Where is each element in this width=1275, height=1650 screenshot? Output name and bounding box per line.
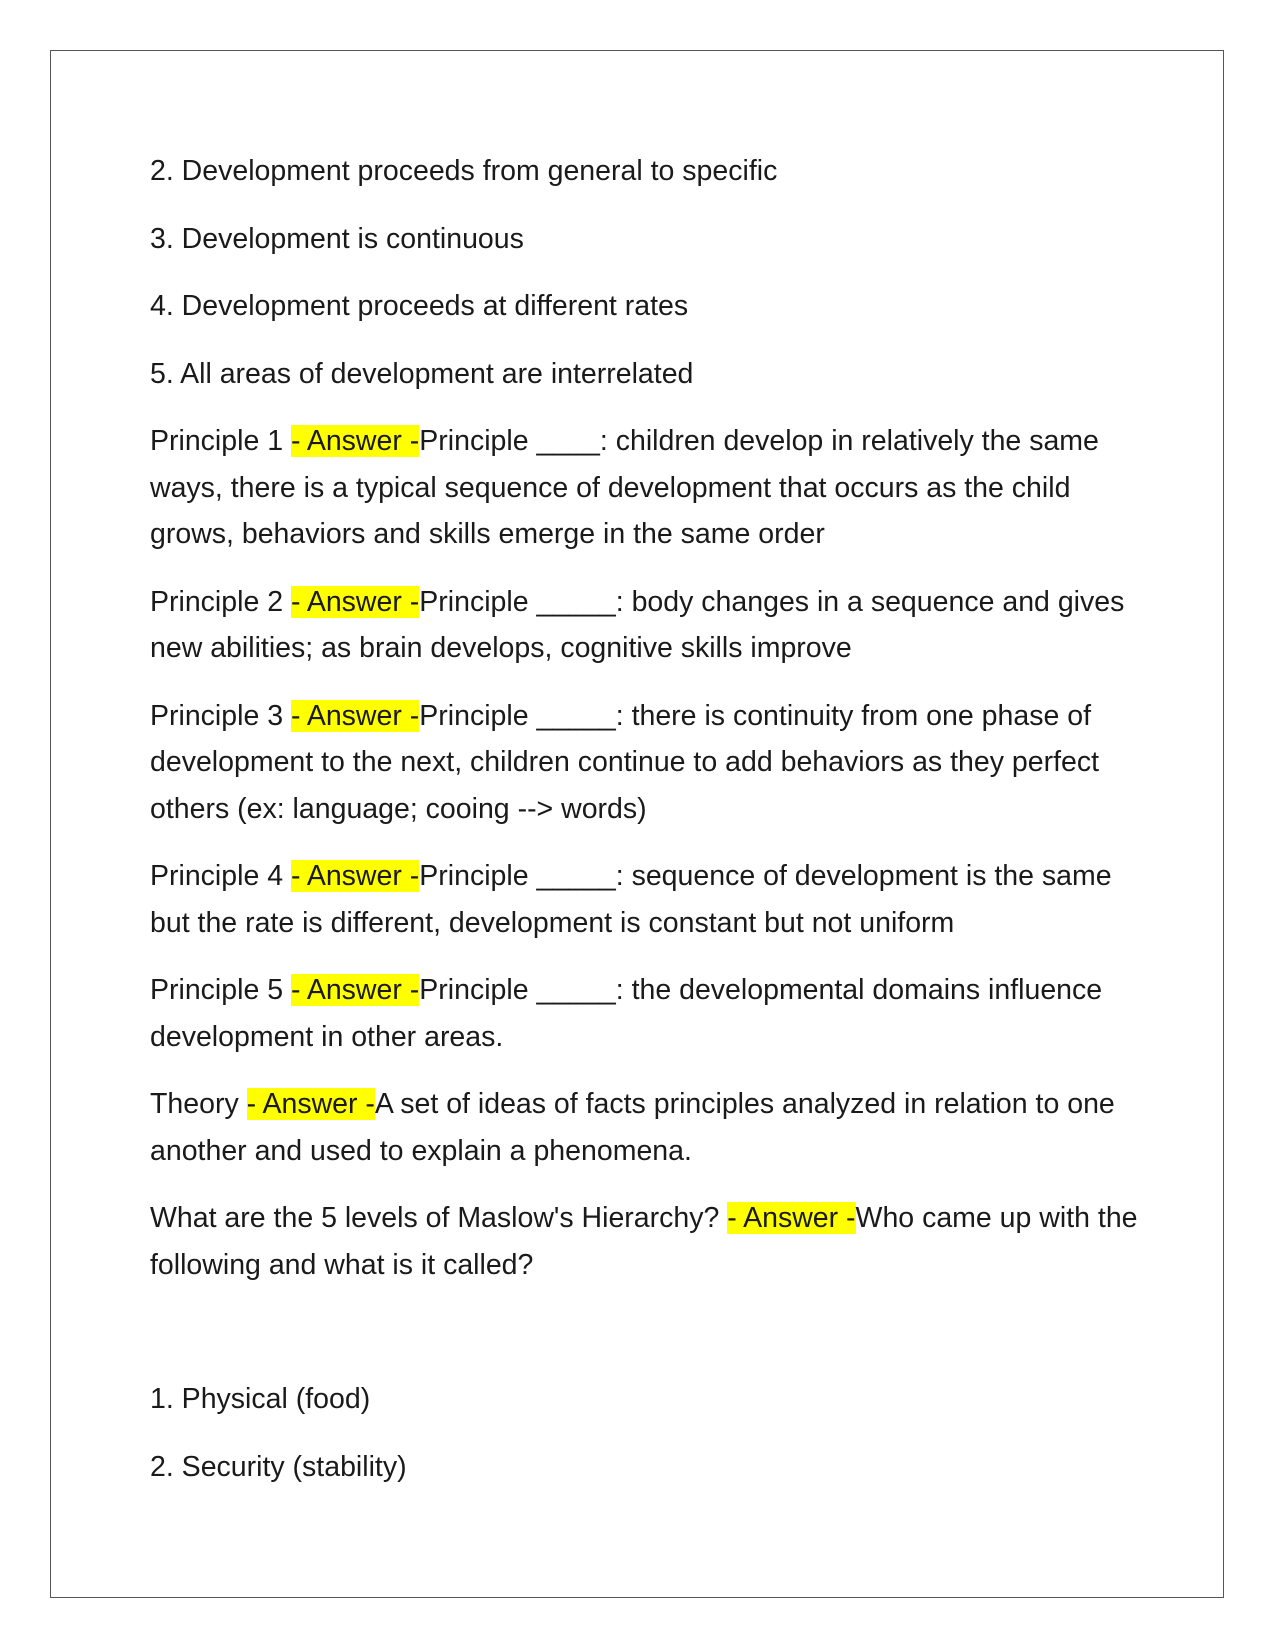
term-text: Principle 4	[150, 860, 291, 892]
term-text: Principle 3	[150, 699, 291, 732]
term-text: Principle 5	[150, 974, 291, 1006]
flashcard-principle-4	[150, 853, 1140, 946]
flashcard-principle-5	[150, 967, 1140, 1060]
answer-highlight: - Answer -	[290, 860, 420, 892]
answer-highlight: - Answer -	[290, 699, 420, 732]
term-text: What are the 5 levels of Maslow's Hierarchy?	[150, 1202, 728, 1234]
flashcard-principle-2	[150, 579, 1140, 672]
flashcard-principle-1	[150, 418, 1140, 558]
list-item: 4. Development proceeds at different rates	[150, 290, 689, 322]
flashcard-maslow	[150, 1195, 1140, 1288]
flashcard-theory	[150, 1081, 1140, 1174]
list-item: 2. Development proceeds from general to specific	[150, 155, 778, 187]
term-text: Principle 2	[150, 585, 291, 618]
answer-highlight: - Answer -	[290, 974, 420, 1006]
answer-text: Who came up with the following and what is it called?	[150, 1202, 1138, 1281]
answer-highlight: - Answer -	[290, 425, 420, 457]
term-text: Principle 1	[150, 425, 291, 457]
answer-text: Principle ____: children develop in relatively the same ways, there is a typical sequence of development that occurs as the child grows, behaviors and skills emerge in the same order	[150, 425, 1099, 550]
answer-text: A set of ideas of facts principles analyzed in relation to one another and used to explain a phenomena.	[150, 1088, 1115, 1167]
answer-highlight: - Answer -	[246, 1088, 375, 1120]
answer-text: Principle _____: sequence of development is the same but the rate is different, development is constant but not uniform	[150, 860, 1112, 939]
flashcard-principle-3	[150, 693, 1140, 833]
answer-text: Principle _____: the developmental domains influence development in other areas.	[150, 974, 1103, 1053]
answer-highlight: - Answer -	[290, 585, 420, 618]
answer-highlight: - Answer -	[727, 1202, 856, 1234]
list-item: 1. Physical (food)	[150, 1383, 371, 1415]
term-text: Theory	[150, 1088, 247, 1120]
document-body	[150, 148, 1140, 1511]
list-item: 3. Development is continuous	[150, 222, 524, 255]
answer-text: Principle _____: body changes in a sequence and gives new abilities; as brain develops, cognitive skills improve	[150, 585, 1125, 664]
blank-line	[150, 1309, 1140, 1376]
list-item: 2. Security (stability)	[150, 1450, 407, 1483]
answer-text: Principle _____: there is continuity from one phase of development to the next, children continue to add behaviors as they perfect others (ex: language; cooing --> words)	[150, 699, 1100, 825]
list-item: 5. All areas of development are interrelated	[150, 357, 694, 390]
